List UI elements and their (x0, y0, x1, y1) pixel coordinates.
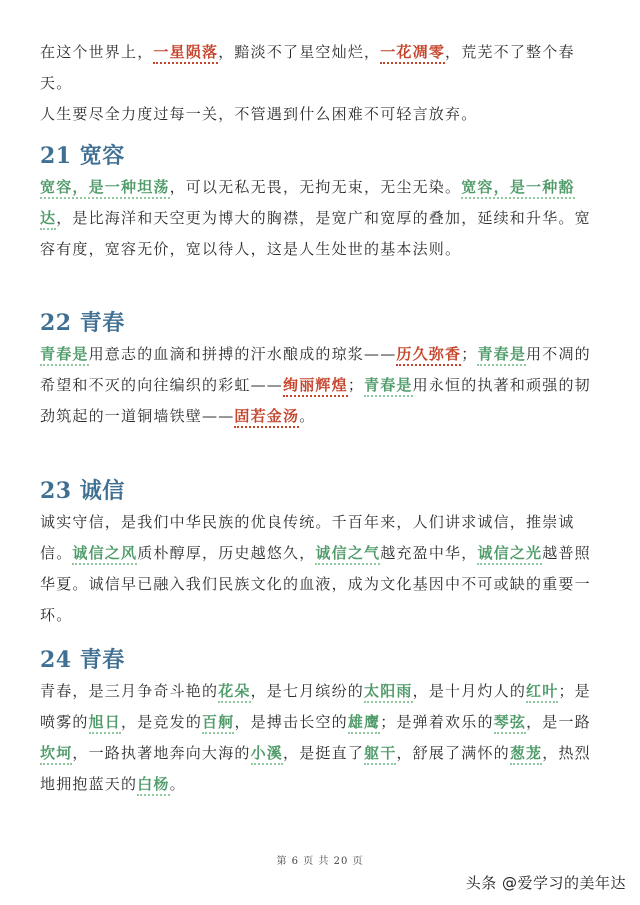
text: 。 (169, 775, 186, 793)
highlight-green: 诚信之光 (477, 544, 542, 565)
text: ，荒芜不了整个春天。 (40, 43, 575, 92)
highlight-green: 宽容，是一种豁达 (40, 178, 575, 230)
text: ，是竞发的 (121, 713, 203, 731)
text: ； (347, 376, 365, 394)
highlight-green: 红叶 (526, 682, 558, 703)
text: ，一路执著地奔向大海的 (72, 744, 251, 762)
highlight-red: 历久弥香 (396, 345, 461, 366)
text: ，是一路 (526, 713, 591, 731)
text: ；是喷雾的 (40, 682, 591, 731)
highlight-green: 诚信之风 (72, 544, 137, 565)
page-footer: 第 6 页 共 20 页 (276, 856, 364, 867)
section-heading-21: 21 宽容 (40, 143, 125, 169)
highlight-red: 绚丽辉煌 (283, 376, 348, 397)
text: 用不凋的希望和不灭的向往编织的彩虹—— (40, 345, 591, 394)
text: 越充盈中华， (380, 544, 478, 562)
highlight-green: 诚信之气 (315, 544, 380, 565)
text: 人生要尽全力度过每一关，不管遇到什么困难不可轻言放弃。 (40, 105, 478, 123)
section-22-paragraph (40, 339, 605, 432)
text: ，是挺直了 (283, 744, 365, 762)
section-heading-22: 22 青春 (40, 310, 125, 336)
section-heading-24: 24 青春 (40, 647, 125, 673)
text: ，是搏击长空的 (234, 713, 348, 731)
text: 用意志的血滴和拼搏的汗水酿成的琼浆—— (88, 345, 397, 363)
text: 。 (299, 407, 316, 425)
highlight-green: 太阳雨 (364, 682, 413, 703)
intro-paragraph (40, 37, 605, 130)
section-24-paragraph (40, 676, 605, 800)
text: 质朴醇厚，历史越悠久， (137, 544, 316, 562)
section-heading-23: 23 诚信 (40, 478, 125, 504)
text: ，舒展了满怀的 (396, 744, 510, 762)
watermark: 头条 @爱学习的美年达 (465, 874, 626, 892)
highlight-green: 坎坷 (40, 744, 72, 765)
text: 在这个世界上， (40, 43, 154, 61)
highlight-green: 小溪 (251, 744, 283, 765)
highlight-green: 葱茏 (510, 744, 542, 765)
highlight-green: 旭日 (89, 713, 121, 734)
text: 青春，是三月争奇斗艳的 (40, 682, 219, 700)
highlight-green: 青春是 (477, 345, 526, 366)
section-23-paragraph (40, 507, 605, 631)
highlight-red: 一花凋零 (380, 43, 445, 64)
text: ；是弹着欢乐的 (380, 713, 494, 731)
text: ，是比海洋和天空更为博大的胸襟，是宽广和宽厚的叠加，延续和升华。宽容有度，宽容无价，宽以待人，这是人生处世的基本法则。 (40, 209, 591, 258)
text: 用永恒的执著和顽强的韧劲筑起的一道铜墙铁壁—— (40, 376, 591, 425)
highlight-green: 青春是 (364, 376, 413, 397)
text: 越普照华夏。诚信早已融入我们民族文化的血液，成为文化基因中不可或缺的重要一环。 (40, 544, 591, 624)
highlight-green: 琴弦 (494, 713, 526, 734)
text: ，是十月灼人的 (412, 682, 527, 700)
text: ； (461, 345, 478, 363)
highlight-red: 一星陨落 (153, 43, 218, 64)
highlight-green: 白杨 (137, 775, 169, 796)
text: ，热烈地拥抱蓝天的 (40, 744, 591, 793)
highlight-green: 雄鹰 (348, 713, 380, 734)
section-21-paragraph (40, 172, 605, 265)
highlight-green: 花朵 (218, 682, 250, 703)
text: 诚实守信，是我们中华民族的优良传统。千百年来，人们讲求诚信，推崇诚信。 (40, 513, 575, 562)
text: ，是七月缤纷的 (250, 682, 365, 700)
text: ，黯淡不了星空灿烂， (218, 43, 381, 61)
text: ，可以无私无畏，无拘无束，无尘无染。 (169, 178, 462, 196)
highlight-red: 固若金汤 (234, 407, 299, 428)
highlight-green: 躯干 (364, 744, 396, 765)
highlight-green: 宽容，是一种坦荡 (40, 178, 170, 199)
highlight-green: 百舸 (202, 713, 234, 734)
highlight-green: 青春是 (40, 345, 89, 366)
